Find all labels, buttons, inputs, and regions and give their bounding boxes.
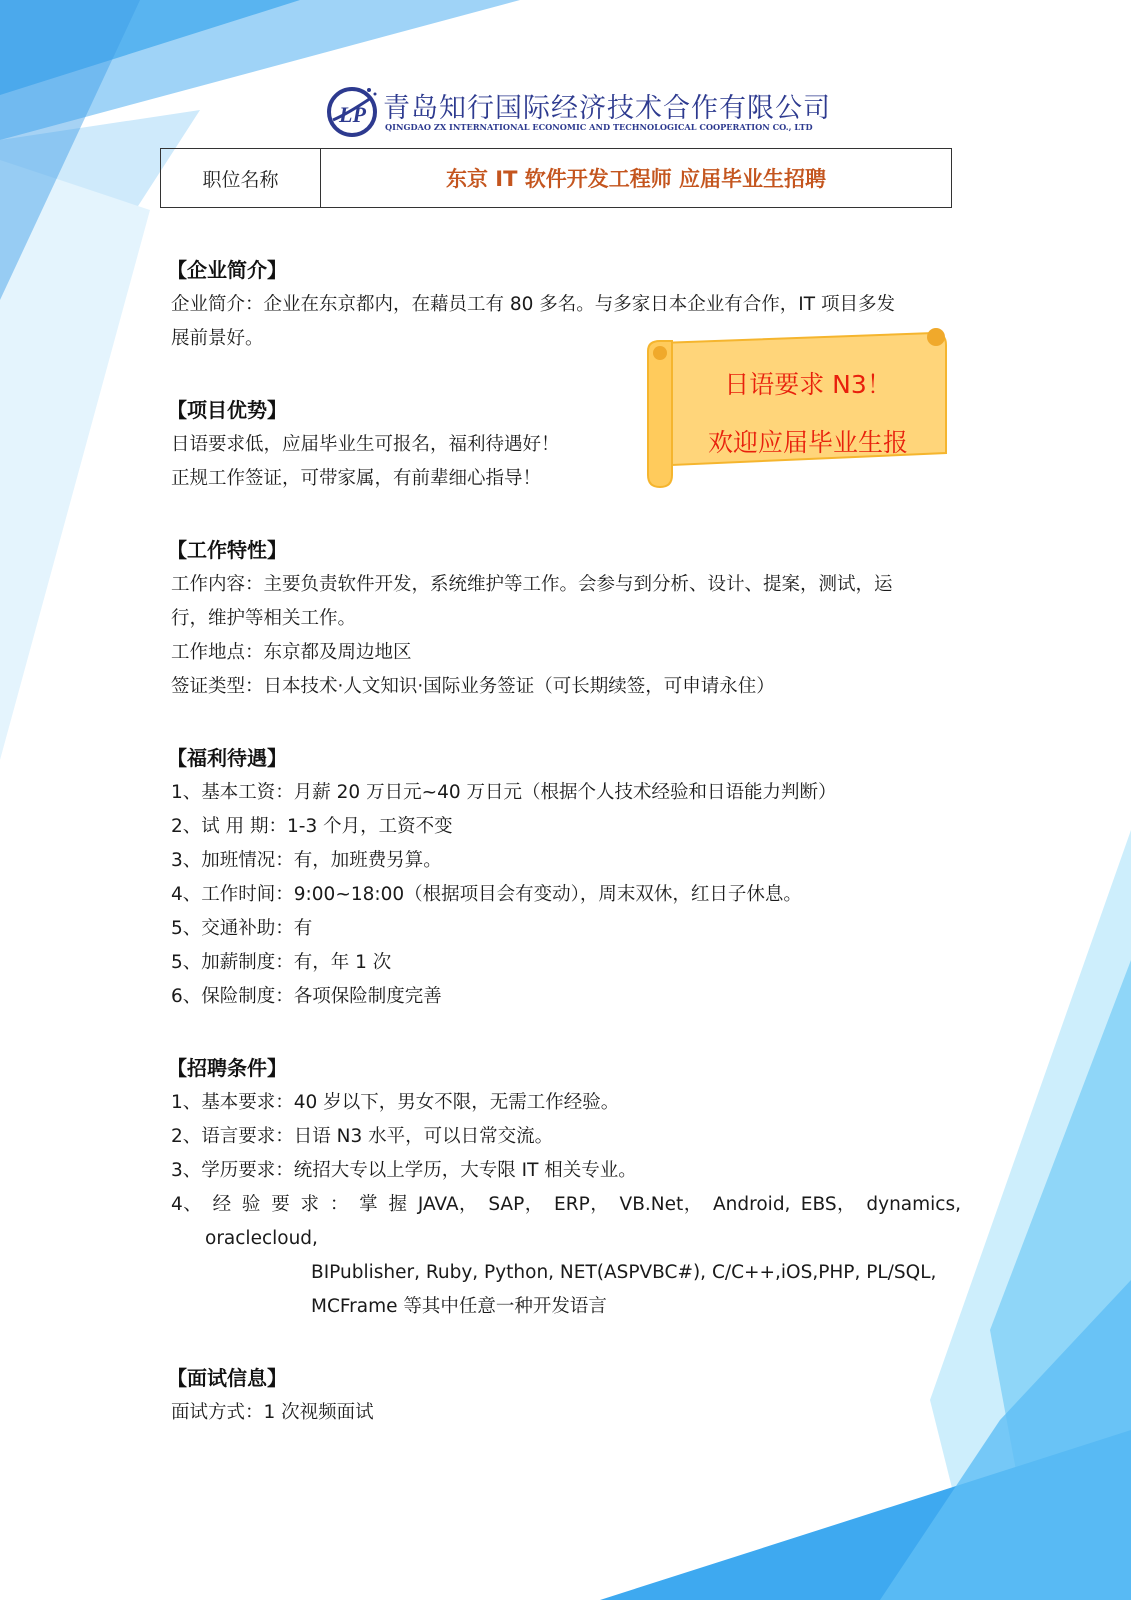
position-label: 职位名称 [161, 149, 321, 207]
section-intro [167, 252, 961, 356]
list-item: 2、试 用 期：1-3 个月，工资不变 [171, 816, 453, 837]
section-requirements [167, 1050, 961, 1324]
text-line: 面试方式：1 次视频面试 [171, 1402, 374, 1423]
text-line: 签证类型：日本技术·人文知识·国际业务签证（可长期续签，可申请永住） [171, 676, 775, 697]
list-item: 6、保险制度：各项保险制度完善 [171, 986, 442, 1007]
list-item: 5、交通补助：有 [171, 918, 313, 939]
section-benefits [167, 740, 961, 1014]
company-logo [325, 82, 831, 138]
section-title: 【面试信息】 [167, 1366, 287, 1390]
list-item: 3、学历要求：统招大专以上学历，大专限 IT 相关专业。 [171, 1160, 637, 1181]
section-features [167, 532, 961, 704]
section-title: 【福利待遇】 [167, 746, 287, 770]
list-item: 2、语言要求：日语 N3 水平，可以日常交流。 [171, 1126, 554, 1147]
section-title: 【工作特性】 [167, 538, 287, 562]
callout-line-2: 欢迎应届毕业生报 [707, 428, 908, 457]
text-line: 行，维护等相关工作。 [171, 608, 357, 629]
section-advantages [167, 392, 961, 496]
text-line: 正规工作签证，可带家属，有前辈细心指导！ [171, 468, 542, 489]
text-line: 工作内容：主要负责软件开发，系统维护等工作。会参与到分析、设计、提案，测试，运 [171, 574, 893, 595]
list-item-continuation: BIPublisher, Ruby, Python, NET(ASPVBC#), C/C++,iOS,PHP, PL/SQL, [311, 1262, 937, 1283]
list-item-continuation: MCFrame 等其中任意一种开发语言 [311, 1296, 607, 1317]
position-title-table [160, 148, 952, 208]
position-title: 东京 IT 软件开发工程师 应届毕业生招聘 [445, 167, 827, 191]
section-title: 【项目优势】 [167, 398, 287, 422]
company-name-cn: 青岛知行国际经济技术合作有限公司 [383, 93, 831, 124]
text-line: 日语要求低，应届毕业生可报名，福利待遇好！ [171, 434, 560, 455]
text-line: 企业简介：企业在东京都内，在藉员工有 80 多名。与多家日本企业有合作，IT 项目多发 [171, 294, 895, 315]
list-item-continuation: oraclecloud, [205, 1228, 318, 1249]
logo-letters: LP [339, 102, 366, 127]
posting-content [167, 252, 961, 1466]
company-logo-icon [325, 84, 381, 138]
list-item: 4、 经 验 要 求 ： 掌 握 JAVA， SAP， ERP， VB.Net， Android, EBS， dynamics, [171, 1194, 961, 1215]
list-item: 4、工作时间：9:00~18:00（根据项目会有变动），周末双休，红日子休息。 [171, 884, 802, 905]
list-item: 3、加班情况：有，加班费另算。 [171, 850, 442, 871]
list-item: 5、加薪制度：有，年 1 次 [171, 952, 392, 973]
section-interview [167, 1360, 961, 1430]
text-line: 展前景好。 [171, 328, 264, 349]
section-title: 【招聘条件】 [167, 1056, 287, 1080]
list-item: 1、基本工资：月薪 20 万日元~40 万日元（根据个人技术经验和日语能力判断） [171, 782, 837, 803]
text-line: 工作地点：东京都及周边地区 [171, 642, 412, 663]
section-title: 【企业简介】 [167, 258, 287, 282]
list-item: 1、基本要求：40 岁以下，男女不限，无需工作经验。 [171, 1092, 620, 1113]
callout-line-1: 日语要求 N3！ [724, 370, 892, 399]
company-name-en: QINGDAO ZX INTERNATIONAL ECONOMIC AND TECHNOLOGICAL COOPERATION CO., LTD [385, 122, 813, 132]
